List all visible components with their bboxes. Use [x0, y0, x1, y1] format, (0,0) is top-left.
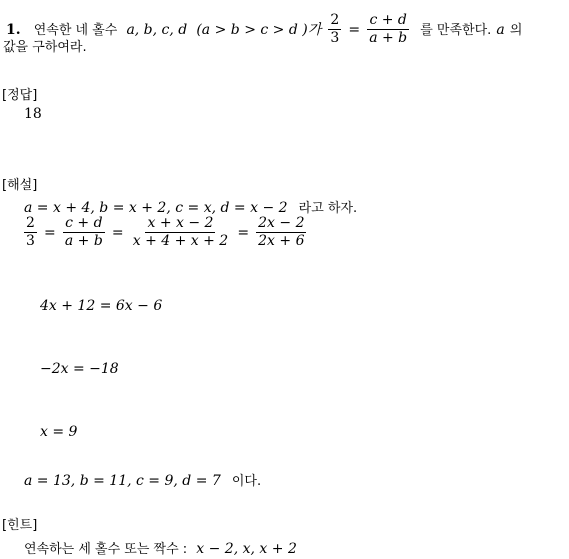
substitution-math: a = x + 4, b = x + 2, c = x, d = x − 2 — [24, 200, 288, 216]
chain-frac-2: $\frac{c + d}{a + b}$ — [64, 215, 103, 249]
substitution-text: 라고 하자. — [298, 201, 358, 216]
solution-step-2: −2x = −18 — [40, 361, 119, 377]
result-math: a = 13, b = 11, c = 9, d = 7 — [24, 473, 221, 489]
problem-line2: 값을 구하여라. — [3, 40, 87, 55]
hint-body — [24, 538, 297, 557]
hint-math: x − 2, x, x + 2 — [196, 541, 297, 557]
solution-result — [24, 470, 261, 489]
problem-vars: a, b, c, d — [126, 22, 188, 38]
fraction-two-thirds: $\frac{2}{3}$ — [330, 12, 340, 46]
fraction-cd-over-ab: $\frac{c + d}{a + b}$ — [369, 12, 408, 46]
equals-sign: = — [348, 22, 361, 38]
solution-header: [해설] — [2, 178, 38, 193]
problem-text-pre: 연속한 네 홀수 — [33, 23, 118, 38]
hint-text: 연속하는 세 홀수 또는 짝수 : — [24, 542, 188, 557]
problem-text-post: 를 만족한다. — [420, 23, 492, 38]
chain-frac-4: $\frac{2x - 2}{2x + 6}$ — [258, 215, 305, 249]
problem-condition: (a > b > c > d )가 — [196, 22, 322, 38]
chain-frac-3: $\frac{x + x - 2}{x + 4 + x + 2}$ — [132, 215, 229, 249]
problem-number: 1. — [6, 22, 21, 38]
answer-value: 18 — [24, 106, 42, 122]
result-text: 이다. — [231, 474, 262, 489]
solution-fraction-chain: $\frac{2}{3}$ = $\frac{c + d}{a + b}$ = $\frac{x + x - 2}{x + 4 + x + 2}$ = $\frac{2x - 2}{2x + 6}$ — [26, 215, 305, 249]
solution-step-3: x = 9 — [40, 424, 78, 440]
solution-step-1: 4x + 12 = 6x − 6 — [40, 298, 163, 314]
problem-text-end: 의 — [509, 23, 523, 38]
solution-substitution — [24, 197, 357, 216]
answer-header: [정답] — [2, 88, 38, 103]
chain-frac-1: $\frac{2}{3}$ — [26, 215, 35, 249]
hint-header: [힌트] — [2, 518, 38, 533]
problem-var-a: a — [496, 22, 505, 38]
